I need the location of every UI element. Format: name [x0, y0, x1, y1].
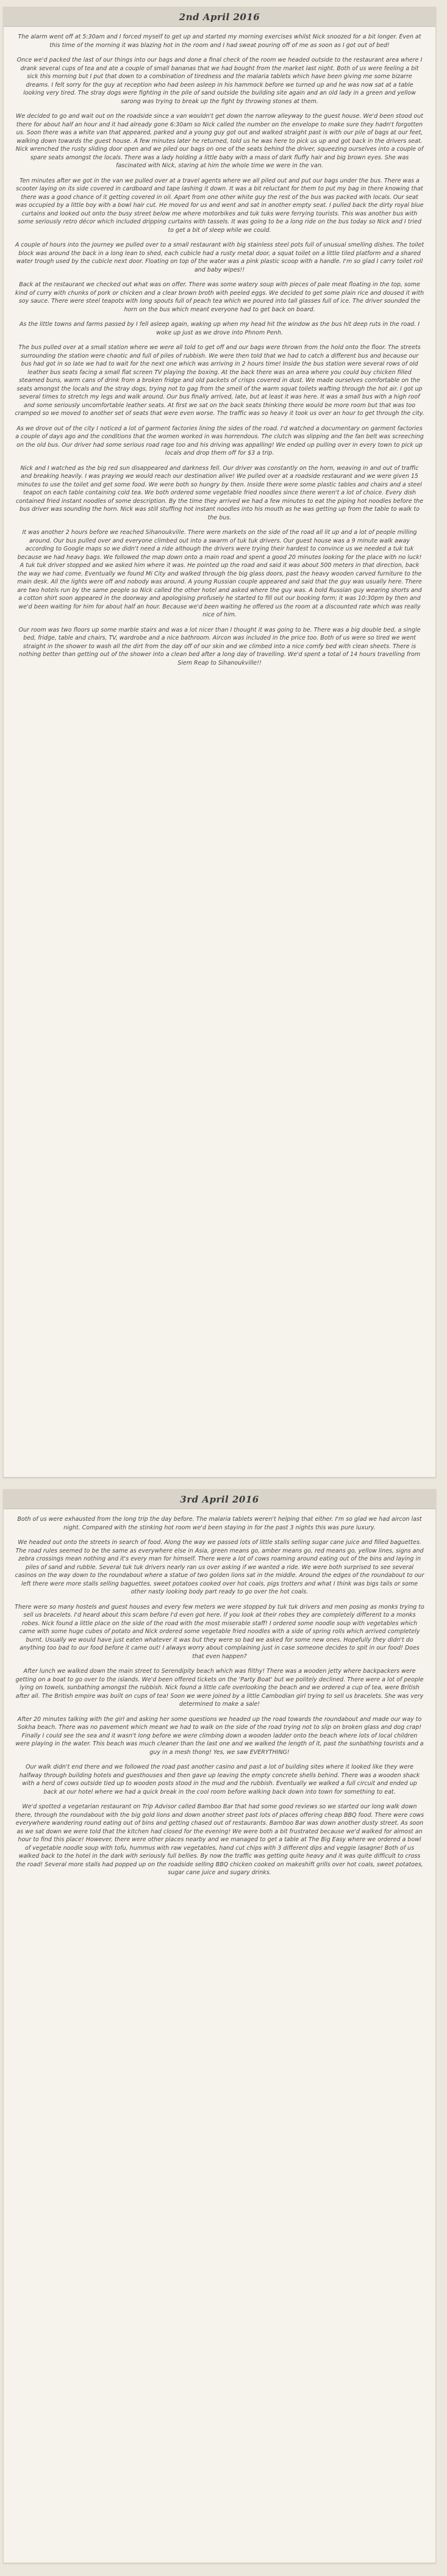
paragraph: We headed out onto the streets in search of food. Along the way we passed lots of little stalls selling sugar cane juice and filled baguettes. The road rules seemed to be the same as everywhere else in Asia, green means go, amber means go, red means go, yellow lines, signs and zebra crossings mean nothing and it's every man for himself. There were a lot of cows roaming around eating out of the bins and laying in piles of sand and rubble. Several tuk tuk drivers nearly ran us over asking if we wanted a ride. We were both surprised to see several casinos on the way down to the roundabout where a statue of two golden lions sat in the middle. Around the edges of the roundabout to our left there were more stalls selling baguettes, sweet potatoes cooked over hot coals, pigs trotters and what I think was bigs tails or some other nasty looking body part ready to go over the hot coals.: [15, 1539, 424, 1595]
paragraph: Once we'd packed the last of our things into our bags and done a final check of the room we headed outside to the restaurant area where I drank several cups of tea and ate a couple of small bananas that we had bought from the market last night. Both of us were feeling a bit sick this morning but I put that down to a combination of tiredness and the malaria tablets which have been giving me some bizarre dreams. I felt sorry for the guy at reception who had been asleep in his hammock before we turned up and he was now sat at a table looking very tired. The stray dogs were fighting in the pile of sand outside the building site again and an old lady in a green and yellow sarong was trying to break up the fight by throwing stones at them.: [16, 57, 423, 105]
paragraph: Our room was two floors up some marble stairs and was a lot nicer than I thought it was going to be. There was a big double bed, a single bed, fridge, table and chairs, TV, wardrobe and a nice bathroom. Aircon was included in the price too. Both of us were so tired we went straight in the shower to wash all the dirt from the day off of our skin and we climbed into a nice comfy bed with clean sheets. There is nothing better than getting out of the shower into a clean bed after a long day of travelling. We'd spent a total of 14 hours travelling from Siem Reap to Sihanoukville!!: [18, 626, 421, 666]
paragraph: As the little towns and farms passed by I fell asleep again, waking up when my head hit the window as the bus hit deep ruts in the road. I woke up just as we drove into Phnom Penh.: [19, 321, 420, 336]
diary-entry: [3, 1489, 436, 2563]
date-banner: [4, 7, 435, 27]
entry-date: 2nd April 2016: [179, 11, 260, 23]
paragraph: Our walk didn't end there and we followed the road past another casino and past a lot of building sites where it looked like they were halfway through building hotels and guesthouses and then gave up leaving the empty concrete shells behind. There was a wooden shack with a herd of cows outside tied up to wooden posts stood in the mud and the rubbish. Eventually we walked a full circuit and ended up back at our hotel where we had a quick break in the cool room before walking back down into town for something to eat.: [19, 1764, 420, 1795]
paragraph: We'd spotted a vegetarian restaurant on Trip Advisor called Bamboo Bar that had some good reviews so we started our long walk down there, through the roundabout with the big gold lions and down another street past lots of places offering cheap BBQ food. There were cows everywhere wandering round eating out of bins and getting chased out of restaurants. Bamboo Bar was down another dusty street. As soon as we sat down we were told that the kitchen had closed for the evening! We were both a bit frustrated because we'd walked for almost an hour to find this place! However, there were other places nearby and we managed to get a table at The Big Easy where we ordered a bowl of vegetable noodle soup with tofu, hummus with raw vegetables, hand cut chips with 3 different dips and veggie lasagne! Both of us walked back to the hotel in the dark with seriously full bellies. By now the traffic was getting quite heavy and it was quite difficult to cross the road! Several more stalls had popped up on the roadside selling BBQ chicken cooked on makeshift grills over hot coals, sweet potatoes, sugar cane juice and sugary drinks.: [15, 1803, 424, 1876]
paragraph: As we drove out of the city I noticed a lot of garment factories lining the sides of the road. I'd watched a documentary on garment factories a couple of days ago and the conditions that the women worked in was horrendous. The clutch was slipping and the fan belt was screeching on the old bus. Our driver had some serious road rage too and his driving was appalling! We ended up pulling over in every town to pick up locals and drop them off for $3 a trip.: [15, 425, 424, 456]
paragraph: A couple of hours into the journey we pulled over to a small restaurant with big stainless steel pots full of unusual smelling dishes. The toilet block was around the back in a long lean to shed, each cubicle had a rusty metal door, a squat toilet on a little tiled platform and a shared water trough used by the cubicle next door. Floating on top of the water was a pink plastic scoop with a handle. I'm so glad I carry toilet roll and baby wipes!!: [15, 242, 424, 273]
date-banner: [4, 1490, 435, 1509]
entry-body: [4, 27, 435, 667]
paragraph: Nick and I watched as the big red sun disappeared and darkness fell. Our driver was constantly on the horn, weaving in and out of traffic and breaking heavily. I was praying we would reach our destination alive! We pulled over at a roadside restaurant and we were given 15 minutes to use the toilet and get some food. We were both so hungry by then. Inside there were some plastic tables and chairs and a steel teapot on each table containing cold tea. We both ordered some vegetable fried noodles since there weren't a lot of choice. Every dish contained fried instant noodles of some description. By the time they arrived we had a few minutes to eat the piping hot noodles before the bus driver was sounding the horn. Nick was still stuffing hot instant noodles into his mouth as he was getting up from the table to walk to the bus.: [15, 464, 424, 521]
paragraph: After lunch we walked down the main street to Serendipity beach which was filthy! There was a wooden jetty where backpackers were getting on a boat to go over to the islands. We'd been offered tickets on the 'Party Boat' but we politely declined. There were a lot of people lying on towels, sunbathing amongst the rubbish. Nick found a little cafe overlooking the beach and we ordered a cup of tea, were British after all. The British empire was built on cups of tea! Soon we were joined by a little Cambodian girl trying to sell us bracelets. She was very determined to make a sale!: [15, 1668, 424, 1708]
entry-date: 3rd April 2016: [180, 1493, 259, 1505]
paragraph: There were so many hostels and guest houses and every few meters we were stopped by tuk tuk drivers and men posing as monks trying to sell us bracelets. I'd heard about this scam before I'd even got here. If you look at their robes they are completely different to a monks robes. Nick found a little place on the side of the road with the most miserable staff! I ordered some noodle soup with vegetables which came with some huge cubes of potato and Nick ordered some vegetable fried noodles with a side of spring rolls which arrived completely burnt. Usually we would have just eaten whatever it was but they were so bad we asked for some new ones. Hopefully they didn't do anything too bad to our food before it came out! I always worry about complaining just in case someone decides to spit in our food! Does that even happen?: [15, 1603, 424, 1660]
entry-body: [4, 1509, 435, 1877]
paragraph: The alarm went off at 5:30am and I forced myself to get up and started my morning exercises whilst Nick snoozed for a bit longer. Even at this time of the morning it was blazing hot in the room and I had sweat pouring off of me as soon as I got out of bed!: [18, 34, 421, 49]
paragraph: The bus pulled over at a small station where we were all told to get off and our bags were thrown from the hold onto the floor. The streets surrounding the station were chaotic and full of piles of rubbish. We were then told that we had to catch a different bus and because our bus had got in so late we had to wait for the next one which was arriving in 2 hours time! Inside the bus station were several rows of old leather bus seats facing a small flat screen TV playing the boxing. At the back there was an area where you could buy chicken filled steamed buns, warm cans of drink from a broken fridge and old packets of crisps covered in dust. We made ourselves comfortable on the seats amongst the locals and the stray dogs, trying not to gag from the smell of the warm squat toilets wafting through the hot air. I got up several times to stretch my legs and walk around. Our bus finally arrived, late, but at least it was here. It was a small bus with a high roof and some seriously uncomfortable leather seats. At first we sat on the back seats thinking there would be more room but that was too cramped so we moved to another set of seats that were even worse. The traffic was so heavy it took us over an hour to get through the city.: [15, 344, 424, 417]
paragraph: After 20 minutes talking with the girl and asking her some questions we headed up the road towards the roundabout and made our way to Sokha beach. There was no pavement which meant we had to walk on the side of the road trying not to slip on broken glass and dog crap! Finally I could see the sea and it wasn't long before we were climbing down a wooden ladder onto the beach where lots of local children were playing in the water. This beach was much cleaner than the last one and we walked the length of it, past the sunbathing tourists and a guy in a mesh thong! Yes, we saw EVERYTHING!: [15, 1716, 424, 1756]
paragraph: We decided to go and wait out on the roadside since a van wouldn't get down the narrow alleyway to the guest house. We'd been stood out there for about half an hour and it had already gone 6:30am so Nick called the number on the envelope to make sure they hadn't forgotten us. Soon there was a white van that appeared, parked and a young guy got out and walked straight past is with our pile of bags at our feet, walking down towards the guest house. A few minutes later he returned, told us he was here to pick us up and got back in the drivers seat. Nick wrenched the rusty sliding door open and we piled our bags on one of the seats behind the driver, squeezing ourselves into a couple of spare seats amongst the locals. There was a lady holding a little baby with a mass of dark fluffy hair and big brown eyes. She was fascinated with Nick, staring at him the whole time we were in the van.: [15, 113, 424, 169]
paragraph: It was another 2 hours before we reached Sihanoukville. There were markets on the side of the road all lit up and a lot of people milling around. Our bus pulled over and everyone climbed out into a swarm of tuk tuk drivers. Our guest house was a 9 minute walk away according to Google maps so we didn't need a ride although the drivers were trying their hardest to convince us we needed a tuk tuk because we had heavy bags. We followed the map down onto a main road and spent a good 20 minutes looking for the place with no luck! A tuk tuk driver stopped and we asked him where it was. He pointed up the road and said it was about 500 meters in that direction, back the way we had come. Eventually we found Mi City and walked through the big glass doors, past the heavy wooden carved furniture to the main desk. All the lights were off and nobody was around. A young Russian couple appeared and said that the guy was usually here. There are two hotels run by the same people so Nick called the other hotel and asked where the guy was. A bold Russian guy wearing shorts and a cotton shirt soon appeared in the doorway and apologising profusely he started to fill out our booking form; it was 10:30pm by then and we'd been waiting for him for about half an hour. Because we'd been waiting he offered us the room at a discounted rate which was really nice of him.: [17, 529, 422, 618]
paragraph: Both of us were exhausted from the long trip the day before. The malaria tablets weren't helping that either. I'm so glad we had aircon last night. Compared with the stinking hot room we'd been staying in for the past 3 nights this was pure luxury.: [17, 1516, 422, 1531]
paragraph: Ten minutes after we got in the van we pulled over at a travel agents where we all piled out and put our bags under the bus. There was a scooter laying on its side covered in cardboard and tape lashing it down. It was a bit reluctant for them to put my bag in there knowing that there was a good chance of it getting covered in oil. Apart from one other white guy the rest of the bus was packed with locals. Our seat was occupied by a little boy with a bowl hair cut. He moved for us and went and sat in another empty seat. I pulled back the dirty royal blue curtains and looked out onto the busy street below me where motorbikes and tuk tuks were ferrying tourists. This was another bus with some seriously retro décor which included dripping curtains with tassels. It was going to be a long ride on the bus today so Nick and I tried to get a bit of sleep while we could.: [15, 177, 424, 234]
diary-entry: [3, 7, 436, 1477]
paragraph: Back at the restaurant we checked out what was on offer. There was some watery soup with pieces of pale meat floating in the top, some kind of curry with chunks of pork or chicken and a clear brown broth with peeled eggs. We decided to get some plain rice and doused it with soy sauce. There were steel teapots with long spouts full of peach tea which we poured into tall glasses full of ice. The driver sounded the horn on the bus which meant everyone had to get back on board.: [15, 281, 424, 313]
